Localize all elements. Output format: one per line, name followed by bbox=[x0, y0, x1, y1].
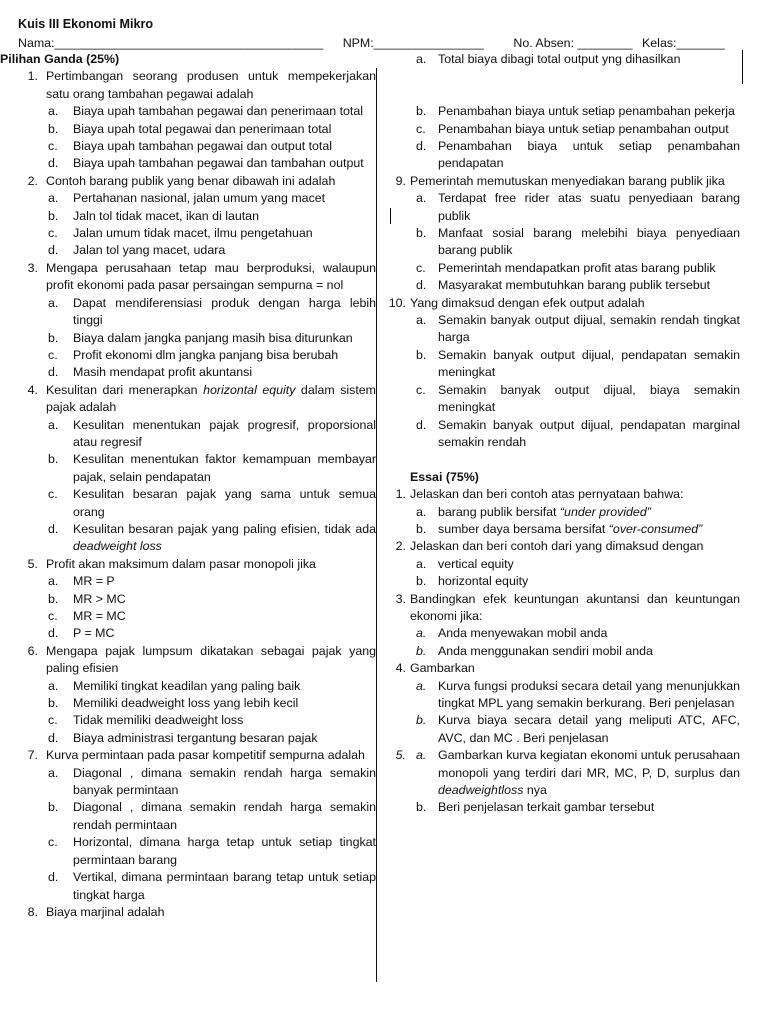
q5-option-b: b. MR > MC bbox=[48, 591, 126, 606]
question-10: 10. Yang dimaksud dengan efek output adalah bbox=[388, 295, 645, 310]
q7-option-d: d. Vertikal, dimana permintaan barang tetap untuk setiap tingkat harga bbox=[48, 870, 376, 902]
absen-field: No. Absen: ________ bbox=[513, 36, 633, 50]
q6-option-b: b. Memiliki deadweight loss yang lebih kecil bbox=[48, 696, 299, 711]
e2-option-a: a. vertical equity bbox=[416, 556, 514, 571]
q2-option-c: c. Jalan umum tidak macet, ilmu pengetahuan bbox=[48, 226, 313, 241]
q3-option-c: c. Profit ekonomi dlm jangka panjang bisa berubah bbox=[48, 347, 339, 362]
question-6: 6. Mengapa pajak lumpsum dikatakan sebagai pajak yang paling efisien bbox=[27, 643, 376, 676]
nama-field: Nama:_______________________________________ bbox=[18, 36, 324, 50]
q8-option-d: d. Penambahan biaya untuk setiap penambahan pendapatan bbox=[416, 139, 740, 171]
q4-option-c: c. Kesulitan besaran pajak yang sama untuk semua orang bbox=[48, 487, 376, 519]
q3-option-d: d. Masih mendapat profit akuntansi bbox=[48, 365, 253, 380]
question-2: 2. Contoh barang publik yang benar dibawah ini adalah bbox=[27, 173, 336, 188]
e2-option-b: b. horizontal equity bbox=[416, 574, 529, 589]
e3-option-a: a. Anda menyewakan mobil anda bbox=[416, 626, 608, 641]
question-9: 9. Pemerintah memutuskan menyediakan barang publik jika bbox=[395, 173, 725, 188]
section-title-mc: Pilihan Ganda (25%) bbox=[0, 52, 120, 66]
identity-row bbox=[18, 35, 758, 52]
essay-1: 1. Jelaskan dan beri contoh atas pernyataan bahwa: bbox=[395, 487, 684, 502]
q6-option-a: a. Memiliki tingkat keadilan yang paling baik bbox=[48, 678, 301, 693]
q8-option-a: a. Total biaya dibagi total output yng dihasilkan bbox=[416, 52, 681, 66]
q2-option-d: d. Jalan tol yang macet, udara bbox=[48, 243, 226, 258]
page-title: Kuis III Ekonomi Mikro bbox=[18, 17, 154, 31]
essay-4: 4. Gambarkan bbox=[395, 661, 475, 676]
section-title-essay: Essai (75%) bbox=[410, 469, 479, 484]
q5-option-c: c. MR = MC bbox=[48, 609, 126, 623]
q7-option-b: b. Diagonal , dimana semakin rendah harga semakin rendah permintaan bbox=[48, 800, 376, 832]
q1-option-b: b. Biaya upah total pegawai dan penerimaan total bbox=[48, 121, 332, 136]
e1-option-b: b. sumber daya bersama bersifat “over-consumed” bbox=[416, 521, 703, 536]
multiple-choice-column bbox=[0, 51, 376, 921]
q4-option-a: a. Kesulitan menentukan pajak progresif, proporsional atau regresif bbox=[48, 417, 376, 449]
e3-option-b: b. Anda menggunakan sendiri mobil anda bbox=[416, 643, 653, 658]
q5-option-d: d. P = MC bbox=[48, 626, 115, 641]
e5-option-b: b. Beri penjelasan terkait gambar tersebut bbox=[416, 800, 655, 815]
q4-option-d: d. Kesulitan besaran pajak yang paling efisien, tidak ada deadweight loss bbox=[48, 521, 376, 554]
q9-option-b: b. Manfaat sosial barang melebihi biaya penyediaan barang publik bbox=[416, 226, 740, 258]
question-5: 5. Profit akan maksimum dalam pasar monopoli jika bbox=[27, 556, 316, 571]
kelas-field: Kelas:_______ bbox=[642, 36, 725, 50]
question-1: 1. Pertimbangan seorang produsen untuk mempekerjakan satu orang tambahan pegawai adalah bbox=[27, 69, 376, 101]
q9-option-a: a. Terdapat free rider atas suatu penyediaan barang publik bbox=[416, 191, 740, 223]
question-3: 3. Mengapa perusahaan tetap mau berproduksi, walaupun profit ekonomi pada pasar persaingan sempurna = nol bbox=[27, 260, 376, 293]
right-column-rule bbox=[742, 50, 743, 84]
right-column: a. Total biaya dibagi total output yng dihasilkan b. Penambahan biaya untuk setiap penambahan pekerja c. Penambahan biaya untuk setiap penambahan output d. Penambahan biaya untuk setiap penambahan pendapatan 9. Pemerintah memutuskan menyediakan barang publik jika a. Terdapat free rider atas suatu penyediaan barang publik b. Manfaat sosial barang melebihi biaya penyediaan barang publik c. Pemerintah mendapatkan profit atas barang publik d. Masyarakat membutuhkan barang publik tersebut 10. Yang dimaksud dengan efek output adalah a. Semakin banyak output dijual, semakin rendah tingkat harga b. Semakin banyak output dijual, pendapatan semakin meningkat c. Semakin banyak output dijual, biaya semakin meningkat d. Semakin banyak output dijual, pendapatan marginal semakin rendah Essai (75%) 1. Jelaskan dan beri contoh atas pernyataan bahwa: a. barang publik bersifat “under provided” b. sumber daya bersama bersifat “over-consumed” 2. Jelaskan dan beri contoh dari yang dimaksud dengan a. vertical equity b. horizontal equity 3. Bandingkan efek keuntungan akuntansi dan keuntungan ekonomi jika: a. Anda menyewakan mobil anda b. Anda menggunakan sendiri mobil anda 4. Gambarkan a. Kurva fungsi produksi secara detail yang menunjukkan tingkat MPL yang semakin berkurang. Beri penjelasan b. Kurva biaya secara detail yang meliputi ATC, AFC, AVC, dan MC . Beri penjelasan 5. a. Gambarkan kurva kegiatan ekonomi untuk perusahaan monopoli yang terdiri dari MR, MC, P, D, surplus dan deadweightloss nya b. Beri penjelasan terkait gambar tersebut bbox=[388, 51, 740, 817]
q7-option-c: c. Horizontal, dimana harga tetap untuk setiap tingkat permintaan barang bbox=[48, 835, 376, 867]
e4-option-b: b. Kurva biaya secara detail yang meliputi ATC, AFC, AVC, dan MC . Beri penjelasan bbox=[416, 713, 740, 745]
q9-option-c: c. Pemerintah mendapatkan profit atas barang publik bbox=[416, 260, 716, 275]
q10-option-d: d. Semakin banyak output dijual, pendapatan marginal semakin rendah bbox=[416, 417, 740, 449]
q6-option-c: c. Tidak memiliki deadweight loss bbox=[48, 713, 244, 728]
question-8: 8. Biaya marjinal adalah bbox=[27, 904, 165, 919]
q3-option-a: a. Dapat mendiferensiasi produk dengan harga lebih tinggi bbox=[48, 295, 376, 328]
essay-2: 2. Jelaskan dan beri contoh dari yang dimaksud dengan bbox=[395, 539, 704, 554]
question-4: 4. Kesulitan dari menerapkan horizontal equity dalam sistem pajak adalah bbox=[27, 382, 376, 415]
q2-option-a: a. Pertahanan nasional, jalan umum yang macet bbox=[48, 191, 326, 206]
e5-option-a: a. Gambarkan kurva kegiatan ekonomi untuk perusahaan monopoli yang terdiri dari MR, MC, P, D, surplus dan deadweightloss nya bbox=[416, 748, 740, 798]
q10-option-b: b. Semakin banyak output dijual, pendapatan semakin meningkat bbox=[416, 347, 740, 380]
q10-option-c: c. Semakin banyak output dijual, biaya semakin meningkat bbox=[416, 382, 740, 415]
q7-option-a: a. Diagonal , dimana semakin rendah harga semakin banyak permintaan bbox=[48, 765, 376, 798]
q5-option-a: a. MR = P bbox=[48, 574, 115, 589]
q10-option-a: a. Semakin banyak output dijual, semakin rendah tingkat harga bbox=[416, 313, 740, 345]
q1-option-c: c. Biaya upah tambahan pegawai dan output total bbox=[48, 139, 333, 154]
q1-option-d: d. Biaya upah tambahan pegawai dan tambahan output bbox=[48, 156, 364, 171]
q2-option-b: b. Jaln tol tidak macet, ikan di lautan bbox=[48, 208, 259, 223]
left-column-rule bbox=[376, 68, 377, 982]
question-7: 7. Kurva permintaan pada pasar kompetitif sempurna adalah bbox=[27, 748, 365, 763]
e1-option-a: a. barang publik bersifat “under provided” bbox=[416, 504, 651, 519]
q3-option-b: b. Biaya dalam jangka panjang masih bisa diturunkan bbox=[48, 330, 353, 345]
q9-option-d: d. Masyarakat membutuhkan barang publik tersebut bbox=[416, 278, 711, 293]
q4-option-b: b. Kesulitan menentukan faktor kemampuan membayar pajak, selain pendapatan bbox=[48, 452, 376, 484]
essay-3: 3. Bandingkan efek keuntungan akuntansi dan keuntungan ekonomi jika: bbox=[395, 591, 740, 623]
npm-field: NPM:________________ bbox=[342, 36, 484, 50]
q8-option-c: c. Penambahan biaya untuk setiap penambahan output bbox=[416, 121, 729, 136]
q6-option-d: d. Biaya administrasi tergantung besaran pajak bbox=[48, 730, 318, 745]
q8-option-b: b. Penambahan biaya untuk setiap penambahan pekerja bbox=[416, 104, 735, 119]
e4-option-a: a. Kurva fungsi produksi secara detail yang menunjukkan tingkat MPL yang semakin berkurang. Beri penjelasan bbox=[416, 678, 740, 710]
q1-option-a: a. Biaya upah tambahan pegawai dan penerimaan total bbox=[48, 104, 364, 119]
